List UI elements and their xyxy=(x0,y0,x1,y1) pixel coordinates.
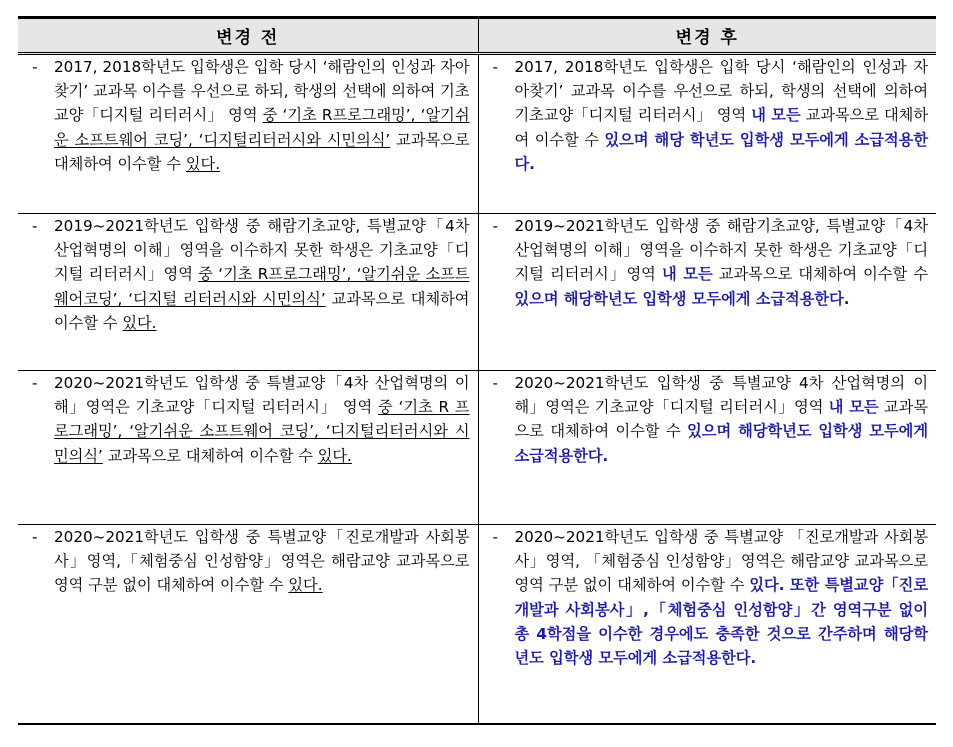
underlined-text: 중 ‘기초 R 프로그래밍’, ‘알기쉬운 소프트웨어 코딩’, ‘디지털리터러시와 시민의식’ xyxy=(54,398,470,465)
underlined-text: 있다. xyxy=(288,576,323,595)
after-cell xyxy=(478,214,936,371)
after-cell xyxy=(478,371,936,525)
before-text: 2020~2021학년도 입학생 중 특별교양「4차 산업혁명의 이해」영역은 기초교양「디지털 리터러시」 영역 중 ‘기초 R 프로그래밍’, ‘알기쉬운 소프트웨어 코딩’, ‘디지털리터러시와 시민의식’ 교과목으로 대체하여 이수할 수 있다. xyxy=(54,374,470,465)
underlined-text: 중 ‘기초 R프로그래밍’, ‘알기쉬운 소프트웨어 코딩’, ‘디지털리터러시와 시민의식’ xyxy=(54,106,470,149)
bold-blue-text: 있으며 해당학년도 입학생 모두에게 소급적용한다. xyxy=(514,289,850,308)
bold-blue-text: 있으며 해당학년도 입학생 모두에게 소급적용한다. xyxy=(514,422,928,465)
bold-blue-text: 내 모든 xyxy=(751,106,801,125)
table-row xyxy=(18,525,936,725)
bold-blue-text: 있다. 또한 특별교양「진로개발과 사회봉사」,「체험중심 인성함양」간 영역구분 없이 총 4학점을 이수한 경우에도 충족한 것으로 간주하며 해당학년도 입학생 모두에게 소급적용한다. xyxy=(514,576,928,668)
after-text: 2020~2021학년도 입학생 중 특별교양 4차 산업혁명의 이해」영역은 기초교양「디지털 리터러시」영역 내 모든 교과목으로 대체하여 이수할 수 있으며 해당학년도 입학생 모두에게 소급적용한다. xyxy=(514,374,928,465)
before-text: 2017, 2018학년도 입학생은 입학 당시 ‘해람인의 인성과 자아찾기’ 교과목 이수를 우선으로 하되, 학생의 선택에 의하여 기초교양「디지털 리터러시」 영역 중 ‘기초 R프로그래밍’, ‘알기쉬운 소프트웨어 코딩’, ‘디지털리터러시와 시민의식’ 교과목으로 대체하여 이수할 수 있다. xyxy=(54,58,470,173)
before-cell xyxy=(18,54,478,214)
bullet-dash: - xyxy=(32,374,38,392)
before-text: 2019~2021학년도 입학생 중 해람기초교양, 특별교양「4차 산업혁명의 이해」영역을 이수하지 못한 학생은 기초교양「디지털 리터러시」영역 중 ‘기초 R프로그래밍’, ‘알기쉬운 소프트웨어코딩’, ‘디지털 리터러시와 시민의식’ 교과목으로 대체하여 이수할 수 있다. xyxy=(54,217,470,332)
bullet-dash: - xyxy=(32,217,38,235)
underlined-text: 있다. xyxy=(185,154,221,173)
after-text: 2017, 2018학년도 입학생은 입학 당시 ‘해람인의 인성과 자아찾기’ 교과목 이수를 우선으로 하되, 학생의 선택에 의하여 기초교양「디지털 리터러시」 영역 내 모든 교과목으로 대체하여 이수할 수 있으며 해당 학년도 입학생 모두에게 소급적용한다. xyxy=(514,58,928,173)
bullet-dash: - xyxy=(492,58,498,76)
bullet-dash: - xyxy=(32,58,38,76)
header-before: 변경 전 xyxy=(18,18,478,54)
after-text: 2020~2021학년도 입학생 중 특별교양 「진로개발과 사회봉사」영역, 「체험중심 인성함양」영역은 해람교양 교과목으로 영역 구분 없이 대체하여 이수할 수 있다. 또한 특별교양「진로개발과 사회봉사」,「체험중심 인성함양」간 영역구분 없이 총 4학점을 이수한 경우에도 충족한 것으로 간주하며 해당학년도 입학생 모두에게 소급적용한다. xyxy=(514,528,928,668)
bold-blue-text: 내 모든 xyxy=(828,398,879,417)
bullet-dash: - xyxy=(492,217,498,235)
bullet-dash: - xyxy=(492,528,498,546)
before-cell xyxy=(18,525,478,725)
table-row xyxy=(18,54,936,214)
before-text: 2020~2021학년도 입학생 중 특별교양「진로개발과 사회봉사」영역,「체험중심 인성함양」영역은 해람교양 교과목으로 영역 구분 없이 대체하여 이수할 수 있다. xyxy=(54,528,470,595)
underlined-text: 있다. xyxy=(317,446,352,465)
bullet-dash: - xyxy=(32,528,38,546)
underlined-text: 중 ‘기초 R프로그래밍’, ‘알기쉬운 소프트웨어코딩’, ‘디지털 리터러시와 시민의식’ xyxy=(54,265,470,308)
bold-blue-text: 내 모든 xyxy=(662,265,713,284)
before-cell xyxy=(18,371,478,525)
table-row xyxy=(18,214,936,371)
after-cell xyxy=(478,54,936,214)
bold-blue-text: 있으며 해당 학년도 입학생 모두에게 소급적용한다. xyxy=(514,130,928,173)
underlined-text: 있다. xyxy=(122,313,157,332)
before-cell xyxy=(18,214,478,371)
table-row xyxy=(18,371,936,525)
after-cell xyxy=(478,525,936,725)
header-row xyxy=(18,18,936,54)
comparison-table xyxy=(18,16,936,725)
after-text: 2019~2021학년도 입학생 중 해람기초교양, 특별교양「4차 산업혁명의 이해」영역을 이수하지 못한 학생은 기초교양「디지털 리터러시」영역 내 모든 교과목으로 대체하여 이수할 수 있으며 해당학년도 입학생 모두에게 소급적용한다. xyxy=(514,217,928,308)
header-after: 변경 후 xyxy=(478,18,936,54)
bullet-dash: - xyxy=(492,374,498,392)
